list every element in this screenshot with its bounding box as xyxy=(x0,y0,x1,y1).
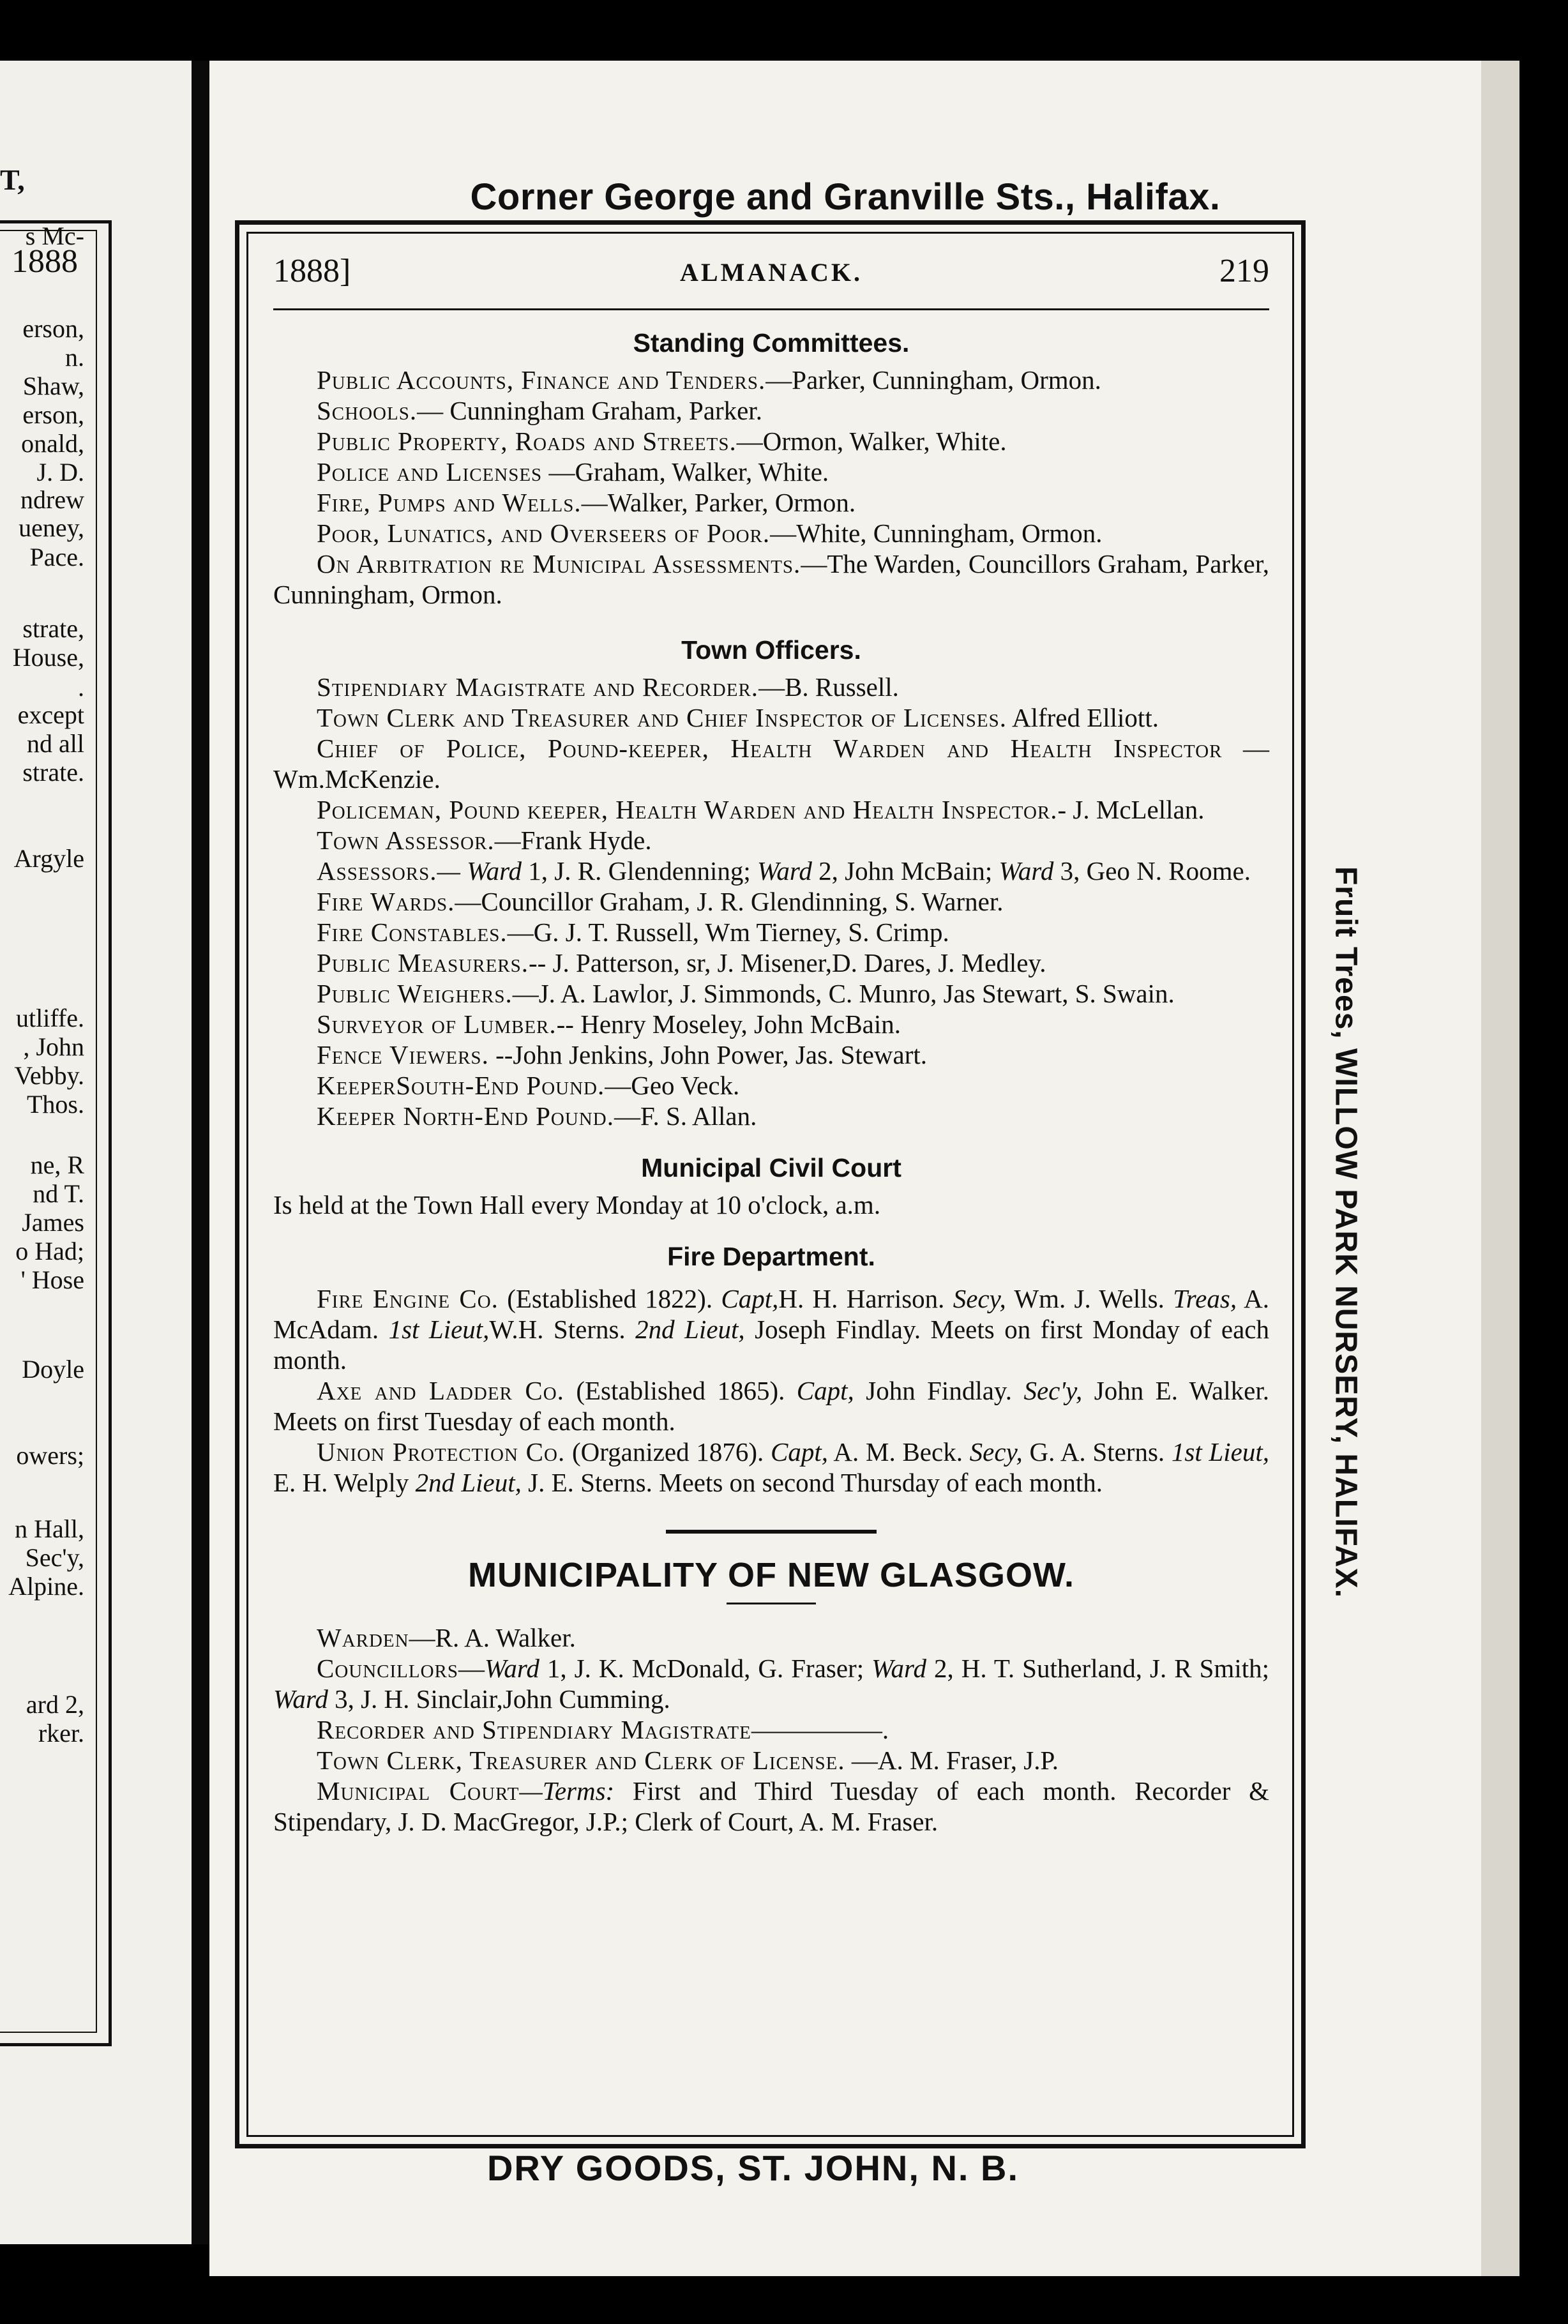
ng-councillors: Councillors—Ward 1, J. K. McDonald, G. Fraser; Ward 2, H. T. Sutherland, J. R Smith; Ward 3, J. H. Sinclair,John Cumming. xyxy=(273,1654,1269,1714)
title-rule xyxy=(727,1603,816,1604)
previous-page-fragment: J. D. xyxy=(36,458,84,487)
previous-page-fragment: nd all xyxy=(27,729,84,758)
page-header xyxy=(273,252,1269,303)
previous-page-fragment: strate, xyxy=(22,614,84,643)
officer-assessors: Assessors.— Ward 1, J. R. Glendenning; Ward 2, John McBain; Ward 3, Geo N. Roome. xyxy=(317,856,1251,886)
previous-page-fragment: . xyxy=(78,673,84,702)
officer-public-measurers: Public Measurers.-- J. Patterson, sr, J. Misener,D. Dares, J. Medley. xyxy=(317,948,1046,977)
officer-fence-viewers: Fence Viewers. --John Jenkins, John Power, Jas. Stewart. xyxy=(317,1040,928,1069)
previous-page-fragment: Pace. xyxy=(29,543,84,571)
previous-page-fragment: ueney, xyxy=(19,513,84,542)
footer-advertisement: DRY GOODS, ST. JOHN, N. B. xyxy=(486,2148,1020,2188)
previous-page-strip xyxy=(0,61,192,2244)
previous-page-fragment: ndrew xyxy=(20,485,84,514)
officer-keeper-south: KeeperSouth-End Pound.—Geo Veck. xyxy=(317,1071,740,1100)
civil-court-text: Is held at the Town Hall every Monday at 10 o'clock, a.m. xyxy=(273,1190,881,1219)
fire-engine-co: Fire Engine Co. (Established 1822). Capt,H. H. Harrison. Secy, Wm. J. Wells. Treas, A. McAdam. 1st Lieut,W.H. Sterns. 2nd Lieut, Joseph Findlay. Meets on first Monday of each month. xyxy=(273,1284,1269,1375)
header-year: 1888] xyxy=(273,253,351,289)
side-advertisement: Fruit Trees, WILLOW PARK NURSERY, HALIFAX. xyxy=(1329,866,1363,1599)
previous-page-fragment: , John xyxy=(23,1032,84,1061)
previous-page-fragment: Sec'y, xyxy=(25,1543,84,1572)
previous-page-fragment: erson, xyxy=(22,314,84,343)
almanack-page xyxy=(209,61,1481,2276)
previous-page-fragment: ard 2, xyxy=(26,1690,84,1719)
previous-page-fragment: rker. xyxy=(38,1719,84,1747)
committee-item: Fire, Pumps and Wells.—Walker, Parker, Ormon. xyxy=(317,488,856,517)
previous-page-fragment: o Had; xyxy=(15,1237,84,1265)
previous-page-fragment: onald, xyxy=(21,429,84,458)
previous-page-fragment: ' Hose xyxy=(20,1265,84,1294)
page-number: 219 xyxy=(1219,253,1269,289)
book-gutter xyxy=(192,61,209,2244)
previous-page-fragment: except xyxy=(17,700,84,729)
previous-page-fragment: erson, xyxy=(22,400,84,429)
previous-page-fragment: ne, R xyxy=(30,1151,84,1179)
committee-item: Public Accounts, Finance and Tenders.—Parker, Cunningham, Ormon. xyxy=(317,365,1101,395)
section-divider xyxy=(666,1530,877,1534)
committee-item: Public Property, Roads and Streets.—Ormon, Walker, White. xyxy=(317,426,1007,456)
committee-item: Police and Licenses —Graham, Walker, White. xyxy=(317,457,829,487)
officer-town-clerk: Town Clerk and Treasurer and Chief Inspector of Licenses. Alfred Elliott. xyxy=(317,703,1159,732)
previous-page-fragment: Argyle xyxy=(13,844,84,873)
officer-keeper-north: Keeper North-End Pound.—F. S. Allan. xyxy=(317,1101,757,1131)
town-officers-heading: Town Officers. xyxy=(681,635,861,665)
ng-town-clerk: Town Clerk, Treasurer and Clerk of License. —A. M. Fraser, J.P. xyxy=(317,1746,1059,1775)
axe-ladder-co: Axe and Ladder Co. (Established 1865). Capt, John Findlay. Sec'y, John E. Walker. Meets on first Tuesday of each month. xyxy=(273,1376,1269,1436)
page-content xyxy=(273,252,1269,1837)
committee-item: Poor, Lunatics, and Overseers of Poor.—White, Cunningham, Ormon. xyxy=(317,518,1103,548)
previous-page-fragment: Shaw, xyxy=(22,372,84,400)
previous-page-fragment: Vebby. xyxy=(14,1061,84,1090)
ng-warden: Warden—R. A. Walker. xyxy=(317,1623,576,1652)
officer-fire-wards: Fire Wards.—Councillor Graham, J. R. Glendinning, S. Warner. xyxy=(317,887,1004,916)
officer-surveyor: Surveyor of Lumber.-- Henry Moseley, John McBain. xyxy=(317,1009,901,1039)
civil-court-heading: Municipal Civil Court xyxy=(641,1153,901,1182)
previous-page-fragment: owers; xyxy=(16,1441,84,1470)
previous-page-fragment: strate. xyxy=(22,758,84,787)
running-head: Corner George and Granville Sts., Halifax. xyxy=(470,176,1221,218)
officer-stipendiary: Stipendiary Magistrate and Recorder.—B. Russell. xyxy=(317,672,899,702)
officer-town-assessor: Town Assessor.—Frank Hyde. xyxy=(317,826,652,855)
header-title: ALMANACK. xyxy=(680,258,863,287)
previous-page-fragment: James xyxy=(22,1208,84,1237)
previous-page-fragment: Alpine. xyxy=(8,1572,84,1601)
previous-page-fragment: Thos. xyxy=(27,1090,84,1119)
standing-committees-list xyxy=(273,365,1269,610)
previous-page-fragment: Doyle xyxy=(22,1355,84,1384)
previous-page-fragment: utliffe. xyxy=(15,1004,84,1032)
officer-fire-constables: Fire Constables.—G. J. T. Russell, Wm Tierney, S. Crimp. xyxy=(317,917,949,947)
ng-recorder: Recorder and Stipendiary Magistrate—————. xyxy=(317,1715,889,1744)
previous-page-top-fragment: T, xyxy=(0,163,25,196)
page-edge xyxy=(1481,61,1519,2276)
committee-item: On Arbitration re Municipal Assessments.—The Warden, Councillors Graham, Parker, Cunningham, Ormon. xyxy=(273,549,1269,609)
previous-page-fragment: n. xyxy=(65,343,84,372)
previous-page-fragment: House, xyxy=(12,643,84,672)
previous-page-fragment: s Mc- xyxy=(25,222,84,250)
previous-page-year: 1888 xyxy=(11,243,78,280)
previous-page-fragment: n Hall, xyxy=(15,1514,84,1543)
new-glasgow-title: MUNICIPALITY OF NEW GLASGOW. xyxy=(468,1556,1074,1594)
fire-department-heading: Fire Department. xyxy=(667,1242,875,1271)
standing-committees-heading: Standing Committees. xyxy=(633,328,910,358)
previous-page-fragment: nd T. xyxy=(33,1179,84,1208)
header-rule xyxy=(273,308,1269,310)
officer-chief-police: Chief of Police, Pound-keeper, Health Warden and Health Inspector —Wm.McKenzie. xyxy=(273,734,1270,794)
officer-public-weighers: Public Weighers.—J. A. Lawlor, J. Simmonds, C. Munro, Jas Stewart, S. Swain. xyxy=(317,979,1175,1008)
officer-policeman: Policeman, Pound keeper, Health Warden and Health Inspector.- J. McLellan. xyxy=(317,795,1205,824)
committee-item: Schools.— Cunningham Graham, Parker. xyxy=(317,396,762,425)
ng-municipal-court: Municipal Court—Terms: First and Third Tuesday of each month. Recorder & Stipendary, J. D. MacGregor, J.P.; Clerk of Court, A. M. Fraser. xyxy=(273,1776,1269,1836)
union-protection-co: Union Protection Co. (Organized 1876). Capt, A. M. Beck. Secy, G. A. Sterns. 1st Lieut, E. H. Welply 2nd Lieut, J. E. Sterns. Meets on second Thursday of each month. xyxy=(273,1437,1269,1497)
